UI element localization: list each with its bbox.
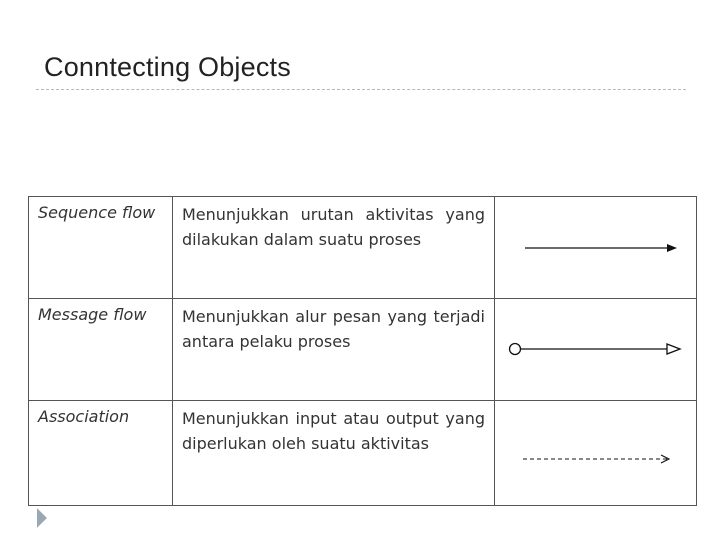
description-text: Menunjukkan alur pesan yang terjadi antara pelaku proses xyxy=(182,307,485,351)
description-cell xyxy=(173,299,495,401)
description-text: Menunjukkan input atau output yang diperlukan oleh suatu aktivitas xyxy=(182,409,485,453)
description-cell xyxy=(173,197,495,299)
symbol-cell xyxy=(495,299,697,401)
symbol-cell xyxy=(495,197,697,299)
term-label: Message flow xyxy=(38,305,147,324)
term-cell xyxy=(29,197,173,299)
term-cell xyxy=(29,299,173,401)
term-cell xyxy=(29,401,173,506)
solid-arrow-icon xyxy=(495,197,697,298)
symbol-cell xyxy=(495,401,697,506)
circle-to-open-arrow-icon xyxy=(495,299,697,400)
term-label: Sequence flow xyxy=(38,203,156,222)
description-cell xyxy=(173,401,495,506)
dashed-arrow-icon xyxy=(495,401,697,505)
connecting-objects-table xyxy=(28,196,697,506)
slide-title: Conntecting Objects xyxy=(44,52,291,82)
table-row xyxy=(29,197,697,299)
title-divider xyxy=(36,89,686,90)
table-row xyxy=(29,401,697,506)
description-text: Menunjukkan urutan aktivitas yang dilakukan dalam suatu proses xyxy=(182,205,485,249)
term-label: Association xyxy=(38,407,130,426)
table-row xyxy=(29,299,697,401)
slide-corner-marker xyxy=(27,508,47,528)
